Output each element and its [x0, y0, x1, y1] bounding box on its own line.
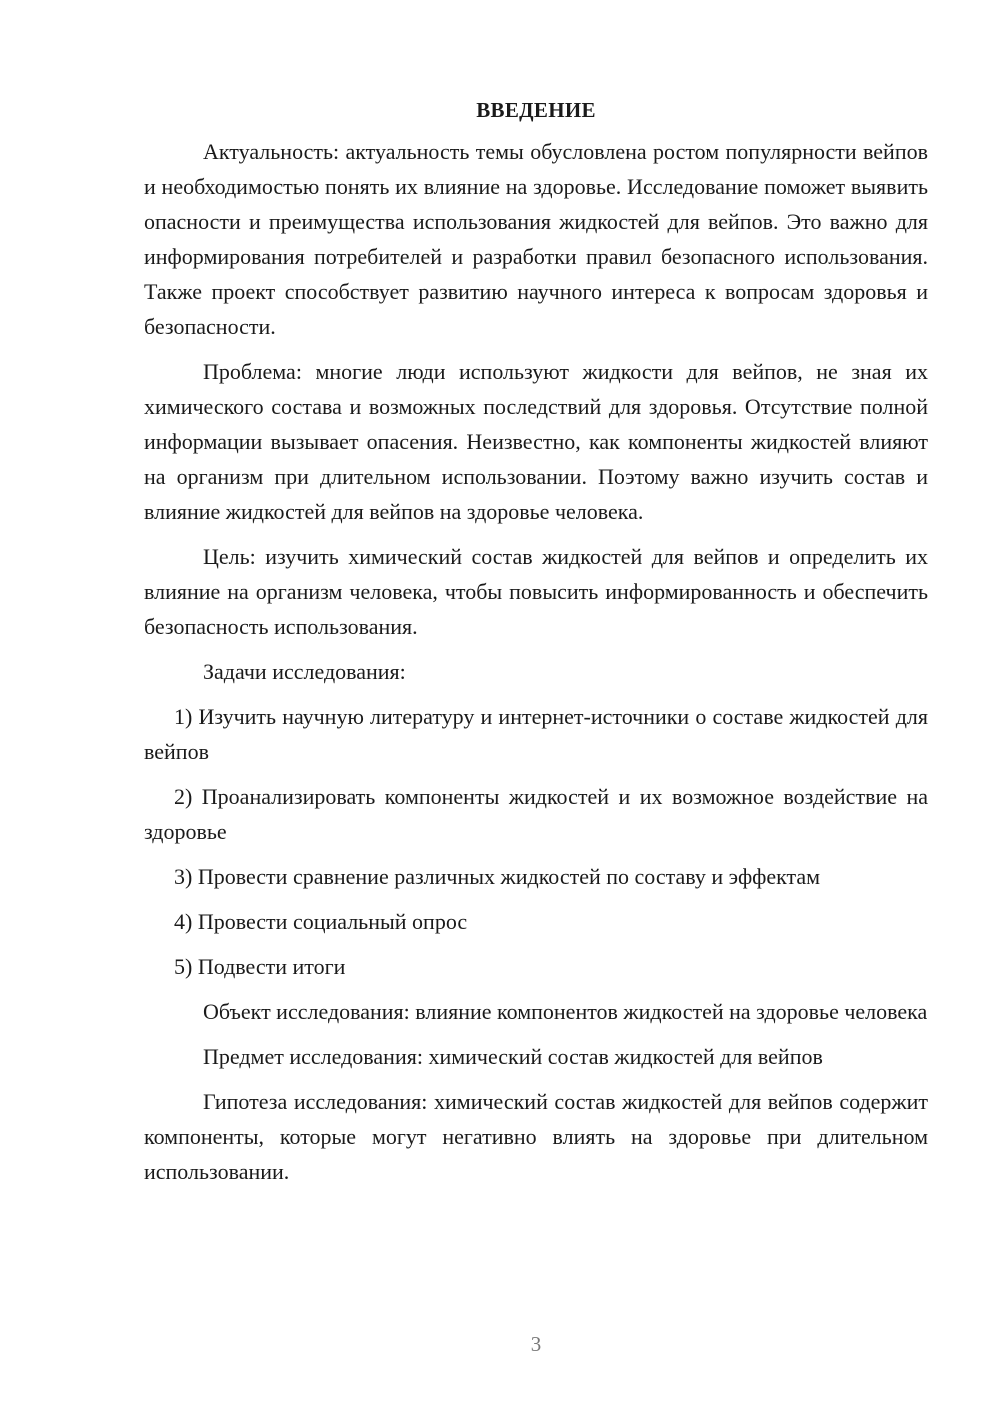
document-page: [144, 96, 928, 1199]
task-item: 1) Изучить научную литературу и интернет-источники о составе жидкостей для вейпов: [144, 704, 928, 764]
task-item: 3) Провести сравнение различных жидкостей по составу и эффектам: [174, 864, 821, 889]
subject-paragraph: Предмет исследования: химический состав жидкостей для вейпов: [203, 1044, 823, 1069]
task-item: 2) Проанализировать компоненты жидкостей и их возможное воздействие на здоровье: [144, 784, 928, 844]
problem-paragraph: Проблема: многие люди используют жидкости для вейпов, не зная их химического состава и возможных последствий для здоровья. Отсутствие полной информации вызывает опасения. Неизвестно, как компоненты жидкостей влияют на организм при длительном использовании. Поэтому важно изучить состав и влияние жидкостей для вейпов на здоровье человека.: [144, 359, 928, 524]
relevance-paragraph: Актуальность: актуальность темы обусловлена ростом популярности вейпов и необходимостью понять их влияние на здоровье. Исследование поможет выявить опасности и преимущества использования жидкостей для вейпов. Это важно для информирования потребителей и разработки правил безопасного использования. Также проект способствует развитию научного интереса к вопросам здоровья и безопасности.: [144, 139, 928, 339]
page-number: 3: [530, 1332, 542, 1356]
object-paragraph: Объект исследования: влияние компонентов жидкостей на здоровье человека: [203, 999, 928, 1024]
task-item: 5) Подвести итоги: [174, 954, 346, 979]
hypothesis-paragraph: Гипотеза исследования: химический состав жидкостей для вейпов содержит компоненты, которые могут негативно влиять на здоровье при длительном использовании.: [144, 1089, 928, 1184]
tasks-heading: Задачи исследования:: [203, 659, 406, 684]
task-item: 4) Провести социальный опрос: [174, 909, 468, 934]
goal-paragraph: Цель: изучить химический состав жидкостей для вейпов и определить их влияние на организм человека, чтобы повысить информированность и обеспечить безопасность использования.: [144, 544, 928, 639]
page-title: ВВЕДЕНИЕ: [476, 98, 596, 122]
